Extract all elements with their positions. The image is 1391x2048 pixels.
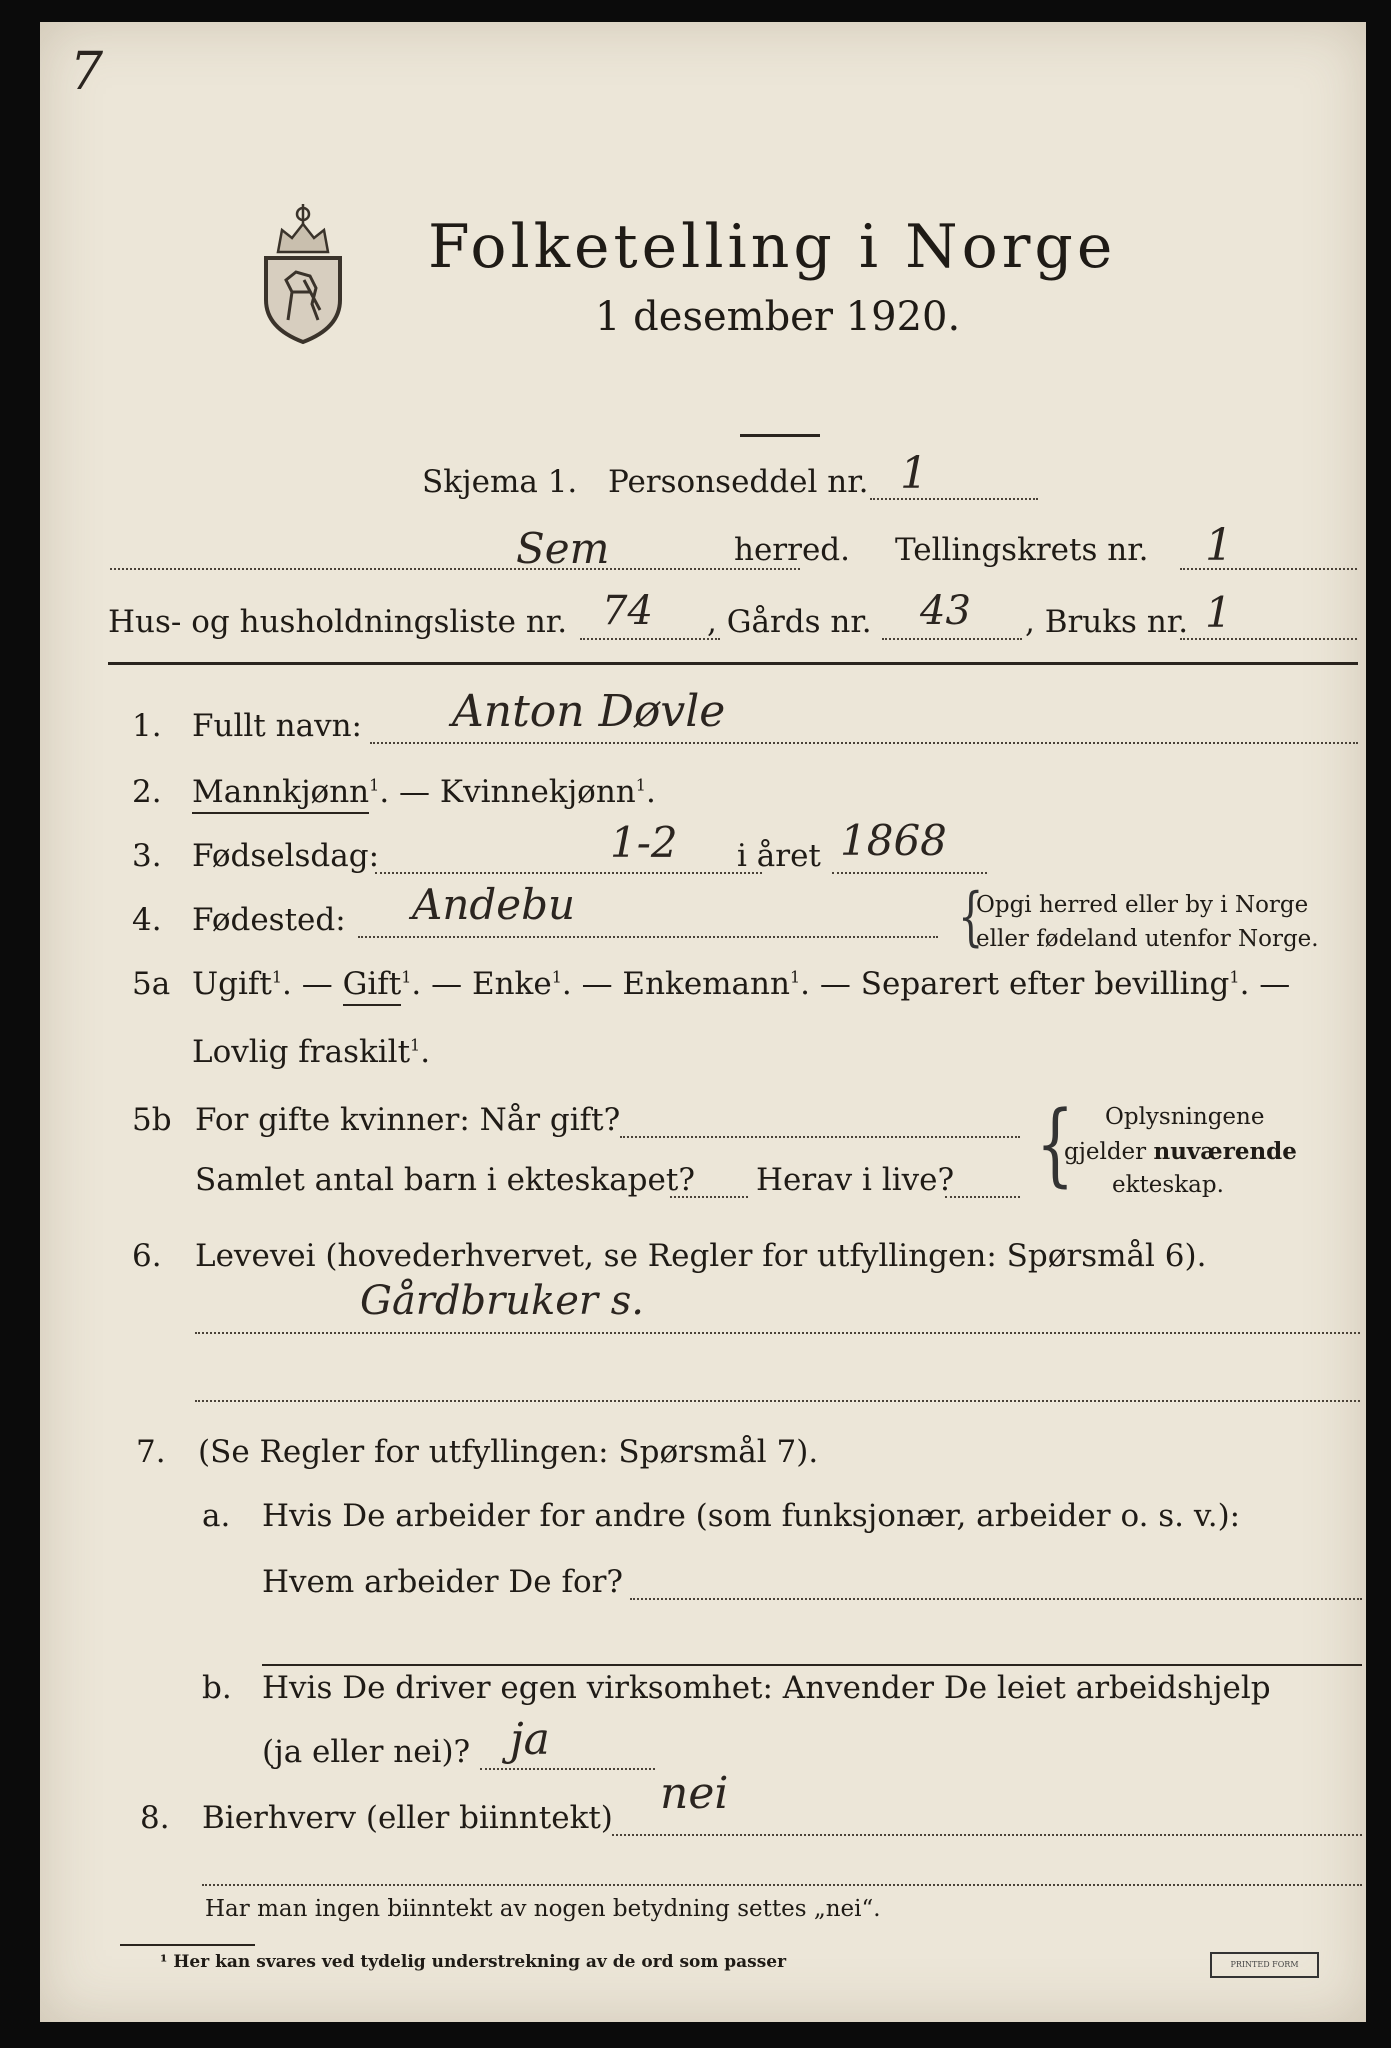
footnote-ref: 1 — [369, 775, 380, 795]
note-brace: { — [1036, 1092, 1075, 1198]
q2-options — [192, 774, 656, 810]
note-brace: { — [958, 880, 984, 954]
section-divider — [108, 662, 1358, 665]
birthplace-value: Andebu — [412, 880, 576, 929]
full-name-value: Anton Døvle — [452, 686, 726, 737]
separated-option: . — Separert efter bevilling — [800, 966, 1230, 1002]
q8-number: 8. — [140, 1800, 170, 1836]
tellingskrets-value: 1 — [1205, 520, 1233, 571]
husliste-label: Hus- og husholdningsliste nr. — [108, 604, 568, 640]
footnote-ref: 1 — [1229, 967, 1240, 987]
birthday-field-line — [375, 872, 762, 874]
divorced-option: Lovlig fraskilt — [192, 1034, 411, 1070]
q5b-note-line2 — [1064, 1138, 1297, 1165]
occupation-field-line-1 — [195, 1332, 1360, 1334]
q5b-note-gjelder: gjelder — [1064, 1139, 1154, 1165]
divorced-option-line — [192, 1034, 430, 1070]
norway-coat-of-arms-icon — [258, 200, 348, 345]
q4-label: Fødested: — [192, 902, 346, 938]
q5b-note-line1: Oplysningene — [1105, 1104, 1265, 1130]
year-label: i året — [737, 838, 821, 874]
side-income-field-line-2 — [202, 1884, 1362, 1886]
q7-label: (Se Regler for utfyllingen: Spørsmål 7). — [198, 1434, 819, 1470]
occupation-value: Gårdbruker s. — [360, 1278, 645, 1324]
dash: . — — [379, 774, 431, 810]
q7a-letter: a. — [202, 1498, 231, 1534]
birth-year-field-line — [832, 872, 987, 874]
widow-option: . — Enke — [411, 966, 552, 1002]
children-total-field-line — [670, 1196, 748, 1198]
side-income-field-line — [612, 1834, 1362, 1836]
side-income-value: nei — [660, 1768, 729, 1819]
footnote-ref: 1 — [271, 967, 283, 987]
husliste-value: 74 — [602, 588, 653, 634]
q1-number: 1. — [132, 708, 162, 744]
footnote — [160, 1952, 786, 1972]
herred-field-line — [110, 568, 800, 570]
occupation-field-line-2 — [195, 1400, 1360, 1402]
birthplace-note-line2: eller fødeland utenfor Norge. — [976, 926, 1319, 952]
footnote-marker: ¹ — [160, 1952, 168, 1972]
widower-option: . — Enkemann — [561, 966, 790, 1002]
birth-year-value: 1868 — [840, 816, 947, 865]
tellingskrets-label: Tellingskrets nr. — [895, 532, 1149, 568]
corner-mark: 7 — [70, 42, 104, 102]
q6-number: 6. — [132, 1238, 162, 1274]
employer-field-line-2 — [262, 1664, 1362, 1666]
q5b-children-alive: Herav i live? — [756, 1162, 955, 1198]
q3-label: Fødselsdag: — [192, 838, 380, 874]
period: . — [645, 774, 656, 810]
footnote-ref: 1 — [410, 1035, 421, 1055]
gards-value: 43 — [920, 588, 971, 634]
footnote-divider — [120, 1944, 255, 1946]
when-married-field-line — [620, 1136, 1020, 1138]
census-form-page — [40, 22, 1366, 2022]
q7a-question: Hvem arbeider De for? — [262, 1564, 624, 1600]
children-alive-field-line — [945, 1196, 1020, 1198]
employer-field-line — [630, 1598, 1362, 1600]
q6-label: Levevei (hovederhvervet, se Regler for utfyllingen: Spørsmål 6). — [195, 1238, 1207, 1274]
gards-field-line — [882, 638, 1022, 640]
q5b-note-current: nuværende — [1153, 1138, 1297, 1165]
q7a-text: Hvis De arbeider for andre (som funksjonær, arbeider o. s. v.): — [262, 1498, 1241, 1534]
side-income-note: Har man ingen biinntekt av nogen betydning settes „nei“. — [205, 1896, 881, 1922]
period: . — [420, 1034, 431, 1070]
hired-help-field-line — [480, 1768, 655, 1770]
q1-label: Fullt navn: — [192, 708, 362, 744]
q2-number: 2. — [132, 774, 162, 810]
male-option: Mannkjønn — [192, 774, 369, 814]
title-divider — [740, 434, 820, 437]
female-option: Kvinnekjønn — [439, 774, 636, 810]
marital-status-options — [192, 966, 1290, 1002]
full-name-field-line — [370, 742, 1358, 744]
footnote-ref: 1 — [551, 967, 562, 987]
footnote-ref: 1 — [401, 967, 412, 987]
bruks-label: , Bruks nr. — [1025, 604, 1189, 640]
printer-stamp: PRINTED FORM — [1210, 1952, 1319, 1978]
footnote-text: Her kan svares ved tydelig understrekning av de ord som passer — [173, 1952, 787, 1972]
q7-number: 7. — [136, 1434, 166, 1470]
personseddel-label: Personseddel nr. — [608, 464, 869, 500]
q5b-number: 5b — [132, 1102, 172, 1138]
footnote-ref: 1 — [635, 775, 646, 795]
skjema-label: Skjema 1. — [422, 464, 578, 500]
q5b-note-line3: ekteskap. — [1112, 1172, 1224, 1198]
hired-help-value: ja — [510, 1714, 550, 1765]
herred-label: herred. — [734, 532, 850, 568]
married-option: Gift — [343, 966, 402, 1006]
dash: . — — [282, 966, 333, 1002]
form-title: Folketelling i Norge — [428, 212, 1117, 282]
footnote-ref: 1 — [789, 967, 801, 987]
personseddel-field-line — [870, 498, 1038, 500]
bruks-field-line — [1180, 638, 1357, 640]
q8-label: Bierhverv (eller biinntekt) — [202, 1800, 613, 1836]
q5b-children-total: Samlet antal barn i ekteskapet? — [195, 1162, 695, 1198]
birthplace-note-line1: Opgi herred eller by i Norge — [976, 892, 1309, 918]
birthplace-field-line — [358, 936, 938, 938]
q7b-question: (ja eller nei)? — [262, 1734, 471, 1770]
bruks-value: 1 — [1205, 588, 1232, 637]
census-date: 1 desember 1920. — [595, 294, 961, 340]
q5b-when-married: For gifte kvinner: Når gift? — [195, 1102, 621, 1138]
dash: . — — [1239, 966, 1291, 1002]
birthday-value: 1-2 — [610, 818, 678, 867]
gards-label: , Gårds nr. — [707, 604, 872, 640]
q4-number: 4. — [132, 902, 162, 938]
q3-number: 3. — [132, 838, 162, 874]
herred-value: Sem — [516, 524, 610, 573]
q7b-letter: b. — [202, 1670, 232, 1706]
q7b-text: Hvis De driver egen virksomhet: Anvender De leiet arbeidshjelp — [262, 1670, 1271, 1706]
q5a-number: 5a — [132, 966, 171, 1002]
unmarried-option: Ugift — [192, 966, 272, 1002]
husliste-field-line — [580, 638, 720, 640]
personseddel-value: 1 — [900, 448, 928, 499]
